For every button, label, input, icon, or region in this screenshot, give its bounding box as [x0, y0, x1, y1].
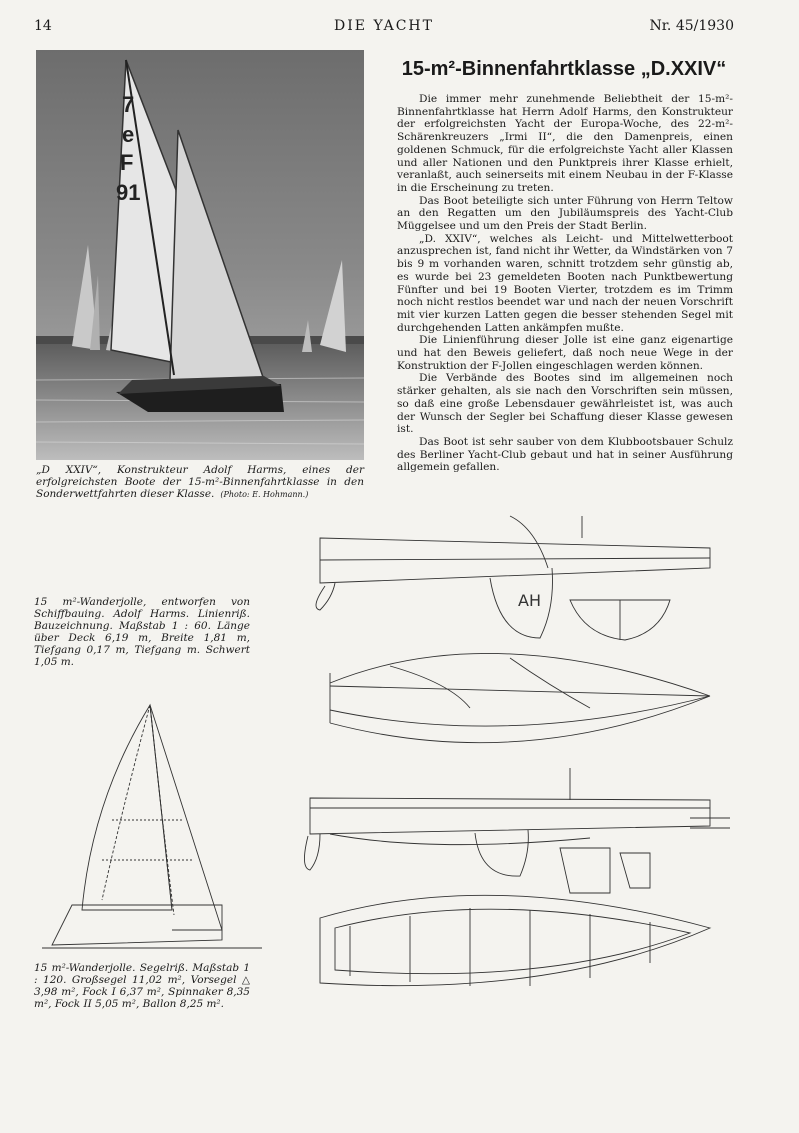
sailboat-photo	[36, 50, 364, 460]
article-title: 15-m²-Binnenfahrtklasse „D.XXIV“	[401, 58, 727, 80]
article-paragraph: Das Boot ist sehr sauber von dem Klubbootsbauer Schulz des Berliner Yacht-Club gebaut und hat in seiner Ausführung allgemein gefallen.	[397, 435, 733, 474]
sail-number-e: e	[122, 122, 135, 147]
article-paragraph: Die Linienführung dieser Jolle ist eine ganz eigenartige und hat den Beweis geliefert, daß noch neue Wege in der Konstruktion der F-Jollen eingeschlagen werden können.	[397, 334, 733, 372]
construction-drawing	[290, 508, 740, 1008]
photo-caption	[36, 464, 364, 501]
article-body	[397, 93, 733, 474]
article-paragraph: Die immer mehr zunehmende Beliebtheit der 15-m²-Binnenfahrtklasse hat Herrn Adolf Harms, den Konstrukteur der erfolgreichsten Yacht der Europa-Woche, des 22-m²-Schärenkreuzers „Irmi II“, die den Damenpreis, einen goldenen Schmuck, für die erfolgreichste Yacht aller Klassen und aller Nationen und den Punktpreis ihrer Klasse erhielt, veranlaßt, auch seinerseits mit einem Neubau in der F-Klasse in die Erscheinung zu treten.	[397, 93, 733, 194]
sail-number-91: 91	[116, 180, 141, 205]
sail-plan-drawing	[32, 700, 272, 958]
lines-plan-caption: 15 m²-Wanderjolle, entworfen von Schiffbauing. Adolf Harms. Linienriß. Bauzeichnung. Maßstab 1 : 60. Länge über Deck 6,19 m, Breite 1,81 m, Tiefgang 0,17 m, Tiefgang m. Schwert 1,05 m.	[34, 596, 250, 668]
photo-credit: (Photo: E. Hohmann.)	[220, 490, 309, 499]
photo-caption-text: „D XXIV“, Konstrukteur Adolf Harms, eines der erfolgreichsten Boote der 15-m²-Binnenfahrtklasse in den Sonderwettfahrten dieser Klasse.	[36, 464, 364, 500]
issue-number: Nr. 45/1930	[649, 18, 734, 34]
article-paragraph: Das Boot beteiligte sich unter Führung von Herrn Teltow an den Regatten um den Jubiläumspreis des Yacht-Club Müggelsee und um den Preis der Stadt Berlin.	[397, 194, 733, 233]
sail-number-7: 7	[122, 92, 135, 117]
page-number: 14	[34, 18, 52, 34]
sail-plan-caption: 15 m²-Wanderjolle. Segelriß. Maßstab 1 : 120. Großsegel 11,02 m², Vorsegel △ 3,98 m², Fock I 6,37 m², Spinnaker 8,35 m², Fock II 5,05 m², Ballon 8,25 m².	[34, 962, 250, 1010]
page-header	[34, 18, 734, 38]
sail-letter-f: F	[120, 150, 134, 175]
article-paragraph: Die Verbände des Bootes sind im allgemeinen noch stärker gehalten, als sie nach den Vorschriften sein müssen, so daß eine große Lebensdauer gewährleistet ist, was auch der Wunsch der Segler bei Schaffung dieser Klasse gewesen ist.	[397, 372, 733, 436]
magazine-title: DIE YACHT	[334, 18, 434, 34]
article-paragraph: „D. XXIV“, welches als Leicht- und Mittelwetterboot anzusprechen ist, fand nicht ihr Wetter, da Windstärken von 7 bis 9 m vorhanden waren, schnitt trotzdem sehr günstig ab, es wurde bei 23 gemeldeten Booten nach Punktbewertung Fünfter und bei 19 Booten Vierter, trotzdem es im Trimm noch nicht restlos beendet war und nach der neuen Vorschrift mit vier kurzen Latten gegen die besser stehenden Segel mit durchgehenden Latten ankämpfen mußte.	[397, 232, 733, 334]
designer-monogram: AH	[518, 591, 541, 610]
